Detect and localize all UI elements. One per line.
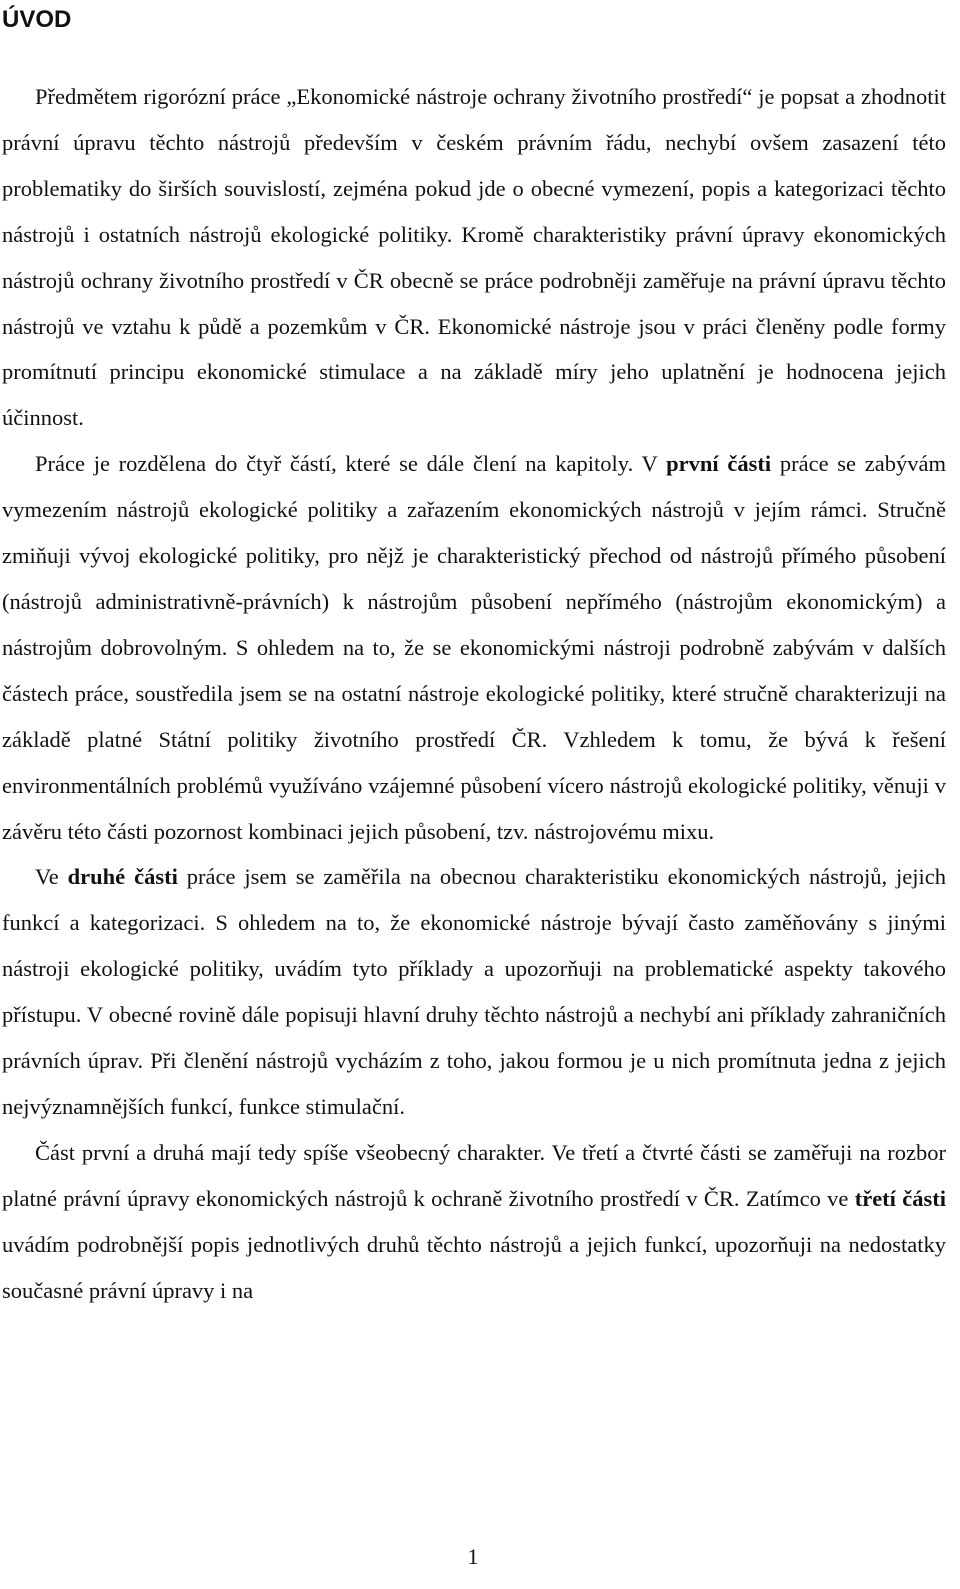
- paragraph: [2, 854, 946, 1129]
- paragraph: [2, 441, 946, 854]
- section-heading: ÚVOD: [2, 6, 72, 33]
- text-run: Část první a druhá mají tedy spíše všeobecný charakter. Ve třetí a čtvrté části se zaměřuji na rozbor platné právní úpravy ekonomických nástrojů k ochraně životního prostředí v ČR. Zatímco ve: [2, 1139, 946, 1211]
- text-run: práce se zabývám vymezením nástrojů ekologické politiky a zařazením ekonomických nástrojů v jejím rámci. Stručně zmiňuji vývoj ekologické politiky, pro nějž je charakteristický přechod od nástrojů přímého působení (nástrojů administrativně-právních) k nástrojům působení nepřímého (nástrojům ekonomickým) a nástrojům dobrovolným. S ohledem na to, že se ekonomickými nástroji podrobně zabývám v dalších částech práce, soustředila jsem se na ostatní nástroje ekologické politiky, které stručně charakterizuji na základě platné Státní politiky životního prostředí ČR. Vzhledem k tomu, že bývá k řešení environmentálních problémů využíváno vzájemné působení vícero nástrojů ekologické politiky, věnuji v závěru této části pozornost kombinaci jejich působení, tzv. nástrojovému mixu.: [2, 451, 946, 844]
- bold-emphasis: první části: [666, 451, 772, 477]
- page-number: 1: [467, 1544, 479, 1569]
- body-text: [2, 74, 946, 1313]
- text-run: Ve: [35, 864, 68, 890]
- paragraph: [2, 74, 946, 441]
- text-run: uvádím podrobnější popis jednotlivých druhů těchto nástrojů a jejich funkcí, upozorňuji na nedostatky současné právní úpravy i na: [2, 1231, 946, 1303]
- bold-emphasis: třetí části: [854, 1185, 946, 1211]
- bold-emphasis: druhé části: [67, 864, 178, 890]
- text-run: Práce je rozdělena do čtyř částí, které se dále člení na kapitoly. V: [35, 451, 667, 477]
- text-run: práce jsem se zaměřila na obecnou charakteristiku ekonomických nástrojů, jejich funkcí a kategorizaci. S ohledem na to, že ekonomické nástroje bývají často zaměňovány s jinými nástroji ekologické politiky, uvádím tyto příklady a upozorňuji na problematické aspekty takového přístupu. V obecné rovině dále popisuji hlavní druhy těchto nástrojů a nechybí ani příklady zahraničních právních úprav. Při členění nástrojů vycházím z toho, jakou formou je u nich promítnuta jedna z jejich nejvýznamnějších funkcí, funkce stimulační.: [2, 864, 947, 1119]
- text-run: Předmětem rigorózní práce „Ekonomické nástroje ochrany životního prostředí“ je popsat a zhodnotit právní úpravu těchto nástrojů především v českém právním řádu, nechybí ovšem zasazení této problematiky do širších souvislostí, zejména pokud jde o obecné vymezení, popis a kategorizaci těchto nástrojů i ostatních nástrojů ekologické politiky. Kromě charakteristiky právní úpravy ekonomických nástrojů ochrany životního prostředí v ČR obecně se práce podrobněji zaměřuje na právní úpravu těchto nástrojů ve vztahu k půdě a pozemkům v ČR. Ekonomické nástroje jsou v práci členěny podle formy promítnutí principu ekonomické stimulace a na základě míry jeho uplatnění je hodnocena jejich účinnost.: [2, 84, 946, 431]
- paragraph: [2, 1130, 946, 1314]
